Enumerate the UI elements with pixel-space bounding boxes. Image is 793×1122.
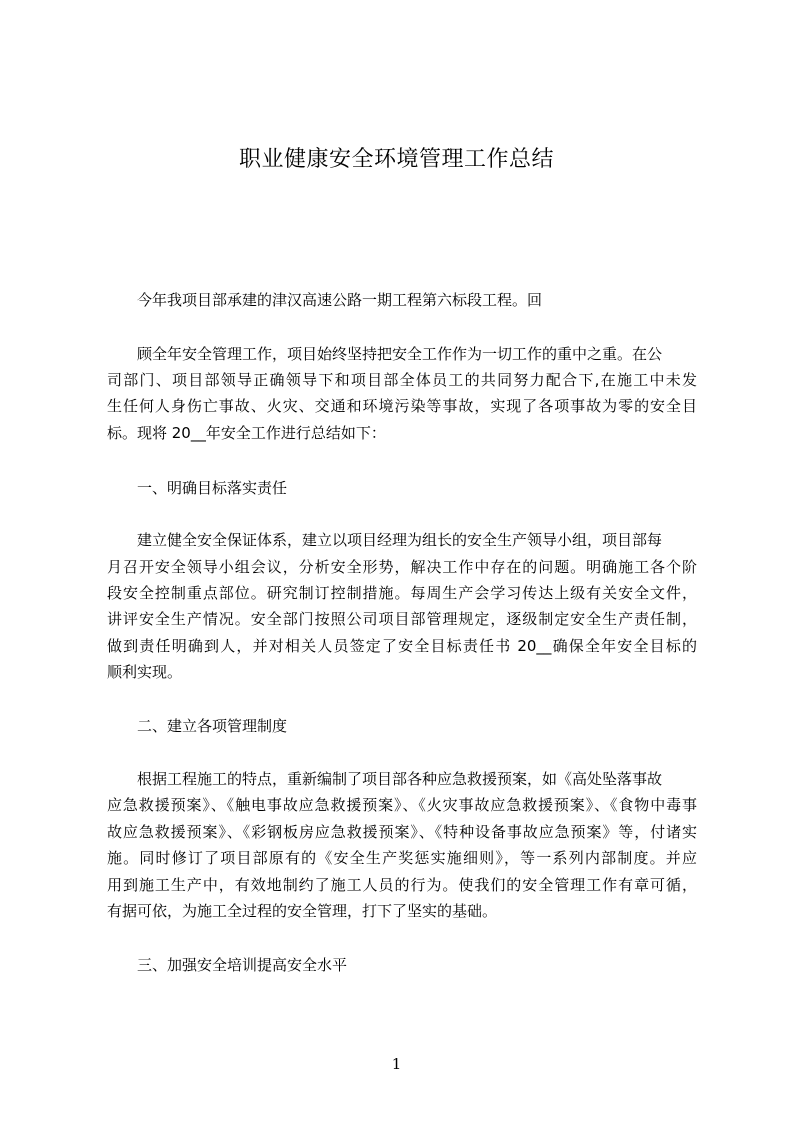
paragraph-line: 根据工程施工的特点，重新编制了项目部各种应急救援预案，如《高处坠落事故 [137, 770, 663, 788]
page-number: 1 [391, 1055, 402, 1073]
paragraph-line: 用到施工生产中，有效地制约了施工人员的行为。使我们的安全管理工作有章可循， [107, 876, 697, 894]
paragraph-line: 顾全年安全管理工作，项目始终坚持把安全工作作为一切工作的重中之重。在公 [137, 345, 663, 363]
paragraph-line: 司部门、项目部领导正确领导下和项目部全体员工的共同努力配合下,在施工中未发 [107, 371, 697, 389]
paragraph-line: 标。现将 20__年安全工作进行总结如下： [107, 424, 386, 442]
paragraph-line: 今年我项目部承建的津汉高速公路一期工程第六标段工程。回 [137, 291, 543, 309]
section-heading: 二、建立各项管理制度 [137, 717, 288, 735]
section-heading: 三、加强安全培训提高安全水平 [137, 956, 348, 974]
paragraph-line: 顺利实现。 [107, 663, 183, 681]
paragraph-line: 做到责任明确到人，并对相关人员签定了安全目标责任书 20__确保全年安全目标的 [107, 637, 697, 655]
paragraph-line: 讲评安全生产情况。安全部门按照公司项目部管理规定，逐级制定安全生产责任制， [107, 610, 697, 628]
paragraph-line: 生任何人身伤亡事故、火灾、交通和环境污染等事故，实现了各项事故为零的安全目 [107, 397, 697, 415]
paragraph-line: 故应急救援预案》、《彩钢板房应急救援预案》、《特种设备事故应急预案》等，付诸实 [107, 823, 697, 841]
paragraph-line: 月召开安全领导小组会议，分析安全形势，解决工作中存在的问题。明确施工各个阶 [107, 558, 697, 576]
document-title: 职业健康安全环境管理工作总结 [238, 147, 554, 172]
paragraph-line: 施。同时修订了项目部原有的《安全生产奖惩实施细则》，等一系列内部制度。并应 [107, 849, 697, 867]
paragraph-line: 应急救援预案》、《触电事故应急救援预案》、《火灾事故应急救援预案》、《食物中毒事 [107, 796, 697, 814]
paragraph-line: 有据可依，为施工全过程的安全管理，打下了坚实的基础。 [107, 902, 498, 920]
paragraph-line: 建立健全安全保证体系，建立以项目经理为组长的安全生产领导小组，项目部每 [137, 531, 663, 549]
paragraph-line: 段安全控制重点部位。研究制订控制措施。每周生产会学习传达上级有关安全文件， [107, 584, 697, 602]
section-heading: 一、明确目标落实责任 [137, 479, 288, 497]
